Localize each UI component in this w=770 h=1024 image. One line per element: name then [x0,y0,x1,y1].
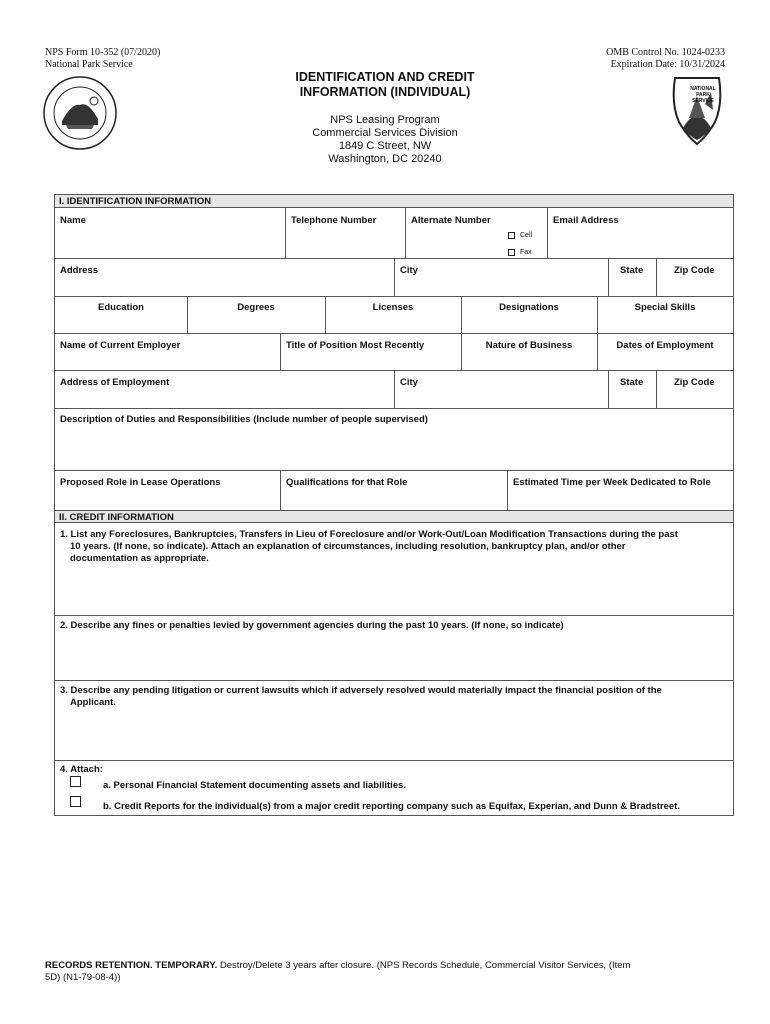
attach-credit-reports-label: b. Credit Reports for the individual(s) from a major credit reporting company such as Equifax, Experian, and Dunn & Bradstreet. [103,801,680,812]
retention-heading: RECORDS RETENTION. TEMPORARY. [45,960,218,971]
cell-checkbox[interactable] [508,232,515,239]
special-skills-label: Special Skills [634,302,696,313]
attach-credit-reports-checkbox[interactable] [70,796,81,807]
licenses-label: Licenses [372,302,414,313]
zip-employment-label: Zip Code [674,377,715,388]
retention-text: Destroy/Delete 3 years after closure. (NPS Records Schedule, Commercial Visitor Services, (Item [217,960,631,971]
city-employment-label: City [400,377,418,388]
duties-label: Description of Duties and Responsibilities (Include number of people supervised) [60,414,428,425]
alternate-number-label: Alternate Number [411,215,491,226]
employer-label: Name of Current Employer [60,340,181,351]
expiration-date: Expiration Date: 10/31/2024 [610,59,725,70]
cell-label: Cell [520,232,533,239]
program-name: NPS Leasing Program [330,114,440,126]
program-address [0,114,770,166]
division-name: Commercial Services Division [312,127,458,139]
section-identification-heading: I. IDENTIFICATION INFORMATION [55,195,733,208]
form-table [54,194,734,816]
address-label: Address [60,265,99,276]
education-label: Education [98,302,144,313]
address-employment-label: Address of Employment [60,377,170,388]
name-label: Name [60,215,86,226]
fax-checkbox[interactable] [508,249,515,256]
qualifications-label: Qualifications for that Role [286,477,408,488]
fax-label: Fax [520,249,532,256]
state-employment-label: State [620,377,644,388]
omb-block [606,47,725,71]
retention-text-line2: 5D) (N1-79-08-4)) [45,972,121,983]
records-retention-note [45,960,685,984]
attach-financial-statement-label: a. Personal Financial Statement documenting assets and liabilities. [103,780,407,791]
title-position-label: Title of Position Most Recently [286,340,425,351]
proposed-role-label: Proposed Role in Lease Operations [60,477,221,488]
agency-name: National Park Service [45,59,133,70]
telephone-label: Telephone Number [291,215,377,226]
email-label: Email Address [553,215,619,226]
designations-label: Designations [499,302,559,313]
state-label: State [620,265,644,276]
question-3: 3. Describe any pending litigation or current lawsuits which if adversely resolved would materially impact the financial position of the Applicant. [60,685,662,708]
page-title: IDENTIFICATION AND CREDIT INFORMATION (INDIVIDUAL) [295,70,475,99]
attach-financial-statement-checkbox[interactable] [70,776,81,787]
question-4: 4. Attach: [60,764,103,775]
form-id-block [45,47,160,71]
nps-logo-text-line: PARK [696,92,710,98]
city-label: City [400,265,418,276]
form-number: NPS Form 10-352 (07/2020) [45,47,161,58]
section-credit-heading: II. CREDIT INFORMATION [55,510,733,523]
street-address: 1849 C Street, NW [338,140,432,152]
estimated-time-label: Estimated Time per Week Dedicated to Role [513,477,711,488]
degrees-label: Degrees [237,302,275,313]
question-2: 2. Describe any fines or penalties levied by government agencies during the past 10 years. (If none, so indicate) [60,620,564,631]
dates-employment-label: Dates of Employment [616,340,714,351]
nature-business-label: Nature of Business [485,340,573,351]
omb-control-number: OMB Control No. 1024-0233 [606,47,725,58]
zip-label: Zip Code [674,265,715,276]
nps-logo-text-line: SERVICE [692,98,714,104]
question-1: 1. List any Foreclosures, Bankruptcies, Transfers in Lieu of Foreclosure and/or Work-Out/Loan Modification Transactions during the past 10 years. (If none, so indicate). Attach an explanation of circumstances, including resolution, bankruptcy plan, and/or other documentation as appropriate. [60,529,678,564]
nps-logo-text-line: NATIONAL [690,86,716,92]
city-address: Washington, DC 20240 [328,153,442,165]
